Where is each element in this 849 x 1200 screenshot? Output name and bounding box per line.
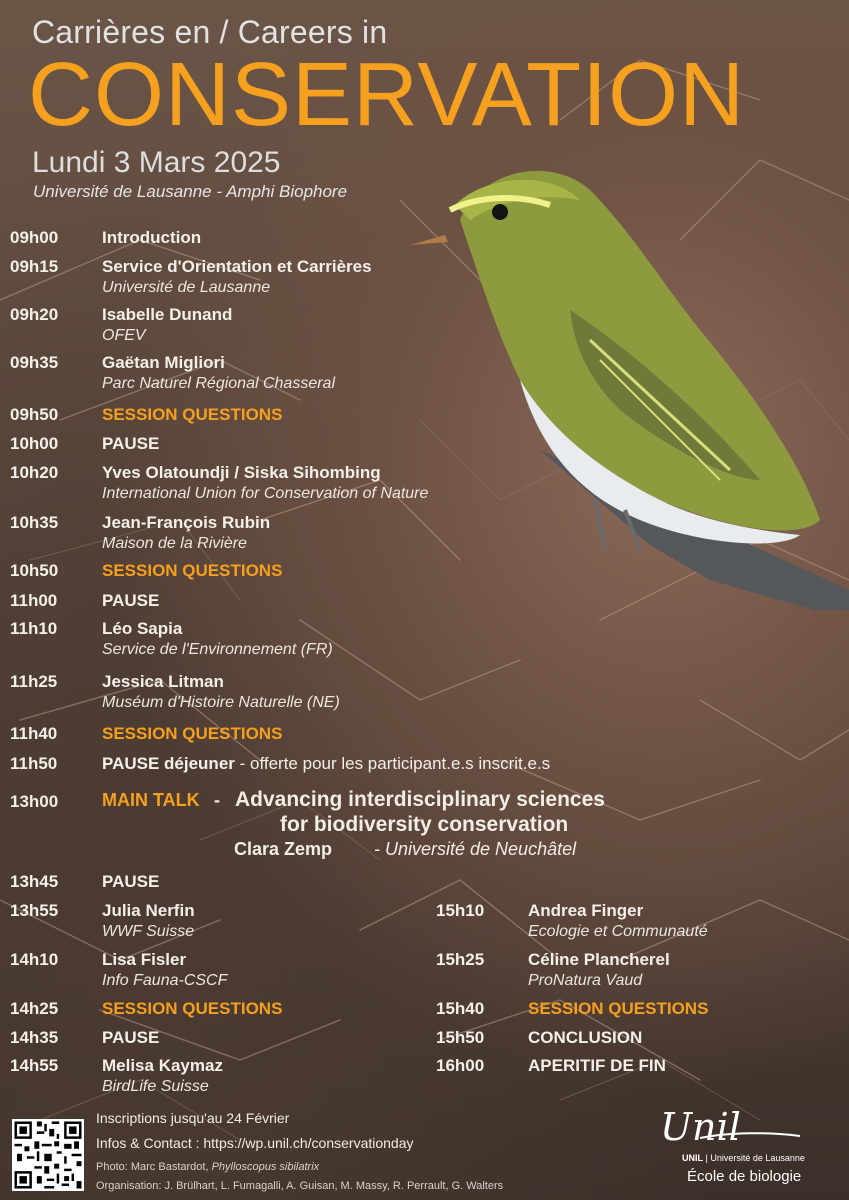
schedule-org: ProNatura Vaud bbox=[528, 972, 643, 989]
schedule-org: BirdLife Suisse bbox=[102, 1078, 209, 1095]
main-talk-title-line1: Advancing interdisciplinary sciences bbox=[235, 788, 605, 811]
schedule-title: Jean-François Rubin bbox=[102, 513, 271, 532]
schedule-time: 11h10 bbox=[10, 619, 58, 638]
schedule-title: Andrea Finger bbox=[528, 901, 644, 920]
schedule-time: 13h45 bbox=[10, 872, 59, 891]
schedule-time: 11h50 bbox=[10, 754, 58, 773]
photo-credit-species: Phylloscopus sibilatrix bbox=[211, 1161, 320, 1173]
schedule-title: SESSION QUESTIONS bbox=[102, 724, 283, 743]
schedule-title: SESSION QUESTIONS bbox=[102, 999, 283, 1018]
schedule-title: SESSION QUESTIONS bbox=[102, 405, 283, 424]
schedule-title: Lisa Fisler bbox=[102, 950, 187, 969]
schedule-title: SESSION QUESTIONS bbox=[528, 999, 709, 1018]
schedule-title: Julia Nerfin bbox=[102, 901, 195, 920]
schedule-time: 09h00 bbox=[10, 228, 59, 247]
schedule-title: PAUSE bbox=[102, 591, 160, 610]
schedule-org: OFEV bbox=[102, 327, 146, 344]
schedule-time: 10h20 bbox=[10, 463, 59, 482]
schedule-org: Parc Naturel Régional Chasseral bbox=[102, 375, 335, 392]
schedule-time: 10h00 bbox=[10, 434, 59, 453]
unil-sep: | bbox=[703, 1153, 711, 1163]
schedule-org: Ecologie et Communauté bbox=[528, 923, 708, 940]
unil-logo bbox=[660, 1105, 840, 1200]
qr-code-icon[interactable] bbox=[12, 1119, 84, 1191]
main-talk-affiliation: - Université de Neuchâtel bbox=[374, 839, 577, 859]
schedule-time: 09h50 bbox=[10, 405, 59, 424]
schedule-title: Melisa Kaymaz bbox=[102, 1056, 223, 1075]
schedule-org: Maison de la Rivière bbox=[102, 535, 247, 552]
photo-credit bbox=[96, 1161, 319, 1173]
schedule-time: 13h55 bbox=[10, 901, 59, 920]
school-name: École de biologie bbox=[687, 1168, 802, 1185]
unil-script-logo: Unil bbox=[660, 1105, 741, 1149]
schedule-title-extra: - offerte pour les participant.e.s inscrit.e.s bbox=[234, 754, 551, 773]
poster-subtitle: Carrières en / Careers in bbox=[32, 14, 388, 50]
schedule-title: Service d'Orientation et Carrières bbox=[102, 257, 372, 276]
footer bbox=[0, 1105, 849, 1200]
schedule-org: Muséum d'Histoire Naturelle (NE) bbox=[102, 694, 340, 711]
schedule-title: CONCLUSION bbox=[528, 1028, 643, 1047]
photo-credit-prefix: Photo: Marc Bastardot, bbox=[96, 1161, 212, 1173]
schedule-title: Isabelle Dunand bbox=[102, 305, 233, 324]
schedule-time: 15h40 bbox=[436, 999, 485, 1018]
schedule-time: 11h25 bbox=[10, 672, 58, 691]
schedule-time: 16h00 bbox=[436, 1056, 485, 1075]
schedule-time: 14h10 bbox=[10, 950, 59, 969]
schedule-title: APERITIF DE FIN bbox=[528, 1056, 666, 1075]
event-venue: Université de Lausanne - Amphi Biophore bbox=[33, 182, 348, 201]
event-date: Lundi 3 Mars 2025 bbox=[32, 146, 281, 179]
schedule-title: PAUSE bbox=[102, 434, 160, 453]
schedule-time: 11h40 bbox=[10, 724, 58, 743]
schedule-time: 09h20 bbox=[10, 305, 59, 324]
schedule-title: Jessica Litman bbox=[102, 672, 224, 691]
schedule-title: Céline Plancherel bbox=[528, 950, 670, 969]
main-talk-label: MAIN TALK bbox=[102, 790, 200, 810]
schedule-title: PAUSE bbox=[102, 872, 160, 891]
schedule-org: International Union for Conservation of Nature bbox=[102, 485, 429, 502]
main-talk-time: 13h00 bbox=[10, 792, 59, 811]
schedule-title: PAUSE bbox=[102, 1028, 160, 1047]
schedule-org: Service de l'Environnement (FR) bbox=[102, 641, 333, 658]
schedule-time: 10h35 bbox=[10, 513, 59, 532]
registration-deadline: Inscriptions jusqu'au 24 Février bbox=[96, 1110, 290, 1126]
schedule-org: Info Fauna-CSCF bbox=[102, 972, 228, 989]
schedule-org: WWF Suisse bbox=[102, 923, 195, 940]
schedule-time: 11h00 bbox=[10, 591, 58, 610]
unil-short: UNIL bbox=[682, 1153, 703, 1163]
schedule-title bbox=[102, 754, 550, 774]
schedule-title-main: PAUSE déjeuner bbox=[102, 754, 235, 773]
schedule-title: Léo Sapia bbox=[102, 619, 183, 638]
schedule-time: 15h10 bbox=[436, 901, 485, 920]
schedule-time: 10h50 bbox=[10, 561, 59, 580]
main-talk-dash: - bbox=[214, 790, 220, 810]
poster-title: CONSERVATION bbox=[28, 45, 746, 145]
schedule-title: SESSION QUESTIONS bbox=[102, 561, 283, 580]
unil-full: Université de Lausanne bbox=[710, 1153, 805, 1163]
schedule-time: 09h15 bbox=[10, 257, 59, 276]
schedule-time: 14h25 bbox=[10, 999, 59, 1018]
unil-wordmark bbox=[682, 1153, 805, 1163]
organisation-credit: Organisation: J. Brülhart, L. Fumagalli, A. Guisan, M. Massy, R. Perrault, G. Walters bbox=[96, 1180, 504, 1192]
schedule-title: Introduction bbox=[102, 228, 202, 247]
schedule-time: 15h50 bbox=[436, 1028, 485, 1047]
schedule-time: 14h55 bbox=[10, 1056, 59, 1075]
schedule-time: 09h35 bbox=[10, 353, 59, 372]
schedule-title: Gaëtan Migliori bbox=[102, 353, 225, 372]
unil-swoosh-icon bbox=[700, 1130, 800, 1142]
contact-link[interactable]: Infos & Contact : https://wp.unil.ch/conservationday bbox=[96, 1135, 414, 1151]
schedule-title: Yves Olatoundji / Siska Sihombing bbox=[102, 463, 381, 482]
schedule-time: 14h35 bbox=[10, 1028, 59, 1047]
schedule-org: Université de Lausanne bbox=[102, 279, 271, 296]
main-talk-title-line2: for biodiversity conservation bbox=[280, 813, 569, 836]
schedule-time: 15h25 bbox=[436, 950, 485, 969]
main-talk-speaker: Clara Zemp bbox=[234, 839, 333, 859]
